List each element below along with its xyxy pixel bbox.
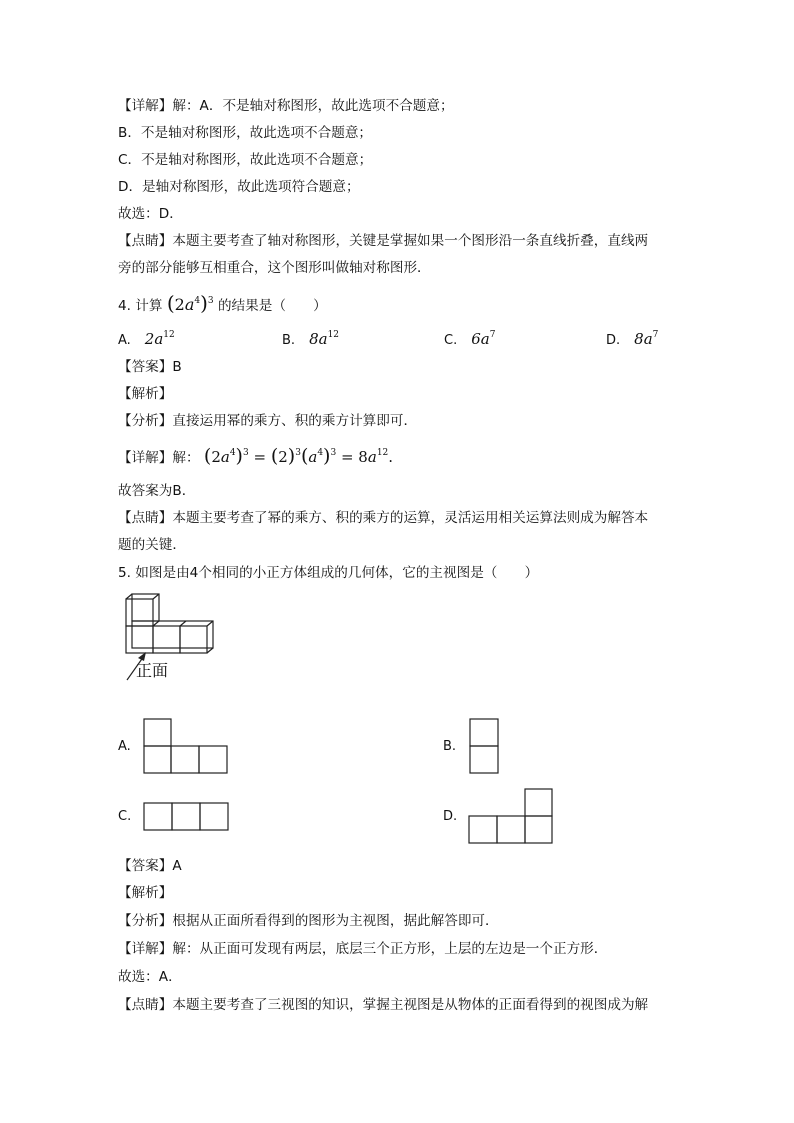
doc-line: B．不是轴对称图形，故此选项不合题意；	[118, 125, 373, 141]
figure-label-front: 正面	[136, 661, 169, 680]
question-4-jiexi: 【解析】	[118, 386, 173, 402]
question-4-solution-formula: $(2a^4)^3 = (2)^3(a^4)^3 = 8a^{12}$.	[203, 445, 394, 467]
option-a-figure[interactable]	[143, 718, 229, 774]
question-4-dianjing: 【点睛】本题主要考查了幂的乘方、积的乘方的运算，灵活运用相关运算法则成为解答本	[118, 510, 649, 526]
question-5-conclusion: 故选：A．	[118, 969, 182, 985]
question-4-conclusion: 故答案为B．	[118, 483, 196, 499]
option-label: B.	[282, 333, 296, 348]
question-5-option-b[interactable]: B.	[443, 739, 457, 754]
question-4-option-c[interactable]	[444, 329, 495, 351]
question-4-stem-suffix: 的结果是（ ）	[217, 298, 327, 314]
question-4-stem	[118, 293, 327, 316]
question-5-dianjing: 【点睛】本题主要考查了三视图的知识，掌握主视图是从物体的正面看得到的视图成为解	[118, 997, 649, 1013]
question-5-stem: 5. 如图是由4个相同的小正方体组成的几何体，它的主视图是（ ）	[118, 565, 539, 581]
option-value: $8a^{12}$	[309, 330, 340, 348]
question-5-fenxi: 【分析】根据从正面所看得到的图形为主视图，据此解答即可．	[118, 913, 499, 929]
question-4-expression: $(2a^4)^3$	[166, 291, 214, 315]
doc-line: 【点睛】本题主要考查了轴对称图形，关键是掌握如果一个图形沿一条直线折叠，直线两	[118, 233, 649, 249]
option-value: $8a^7$	[634, 330, 659, 348]
question-5-answer: 【答案】A	[118, 858, 182, 874]
question-4-fenxi: 【分析】直接运用幂的乘方、积的乘方计算即可．	[118, 413, 418, 429]
doc-line: 故选：D．	[118, 206, 183, 222]
question-4-xiangjie	[118, 446, 393, 468]
doc-line: C．不是轴对称图形，故此选项不合题意；	[118, 152, 373, 168]
question-4-option-b[interactable]	[282, 329, 339, 351]
question-4-answer: 【答案】B	[118, 359, 182, 375]
option-label: D.	[606, 333, 621, 348]
doc-line: 【详解】解：A．不是轴对称图形，故此选项不合题意；	[118, 98, 454, 114]
question-5-option-d[interactable]: D.	[443, 809, 458, 824]
option-c-figure[interactable]	[143, 802, 231, 832]
question-4-stem-prefix: 4. 计算	[118, 298, 163, 314]
question-4-option-a[interactable]	[118, 329, 175, 351]
question-5-xiangjie: 【详解】解：从正面可发现有两层，底层三个正方形，上层的左边是一个正方形．	[118, 941, 608, 957]
xiangjie-prefix: 【详解】解：	[118, 450, 200, 466]
doc-line: D．是轴对称图形，故此选项符合题意；	[118, 179, 360, 195]
question-5-option-a[interactable]: A.	[118, 739, 131, 754]
question-4-option-d[interactable]	[606, 329, 658, 351]
option-b-figure[interactable]	[469, 718, 501, 774]
option-label: A.	[118, 333, 131, 348]
question-5-option-c[interactable]: C.	[118, 809, 132, 824]
cube-figure	[120, 590, 220, 700]
doc-line: 旁的部分能够互相重合，这个图形叫做轴对称图形．	[118, 260, 431, 276]
option-value: $6a^7$	[471, 330, 496, 348]
question-5-jiexi: 【解析】	[118, 885, 173, 901]
option-d-figure[interactable]	[468, 788, 556, 844]
option-value: $2a^{12}$	[144, 330, 175, 348]
question-4-dianjing-cont: 题的关键．	[118, 537, 186, 553]
option-label: C.	[444, 333, 458, 348]
